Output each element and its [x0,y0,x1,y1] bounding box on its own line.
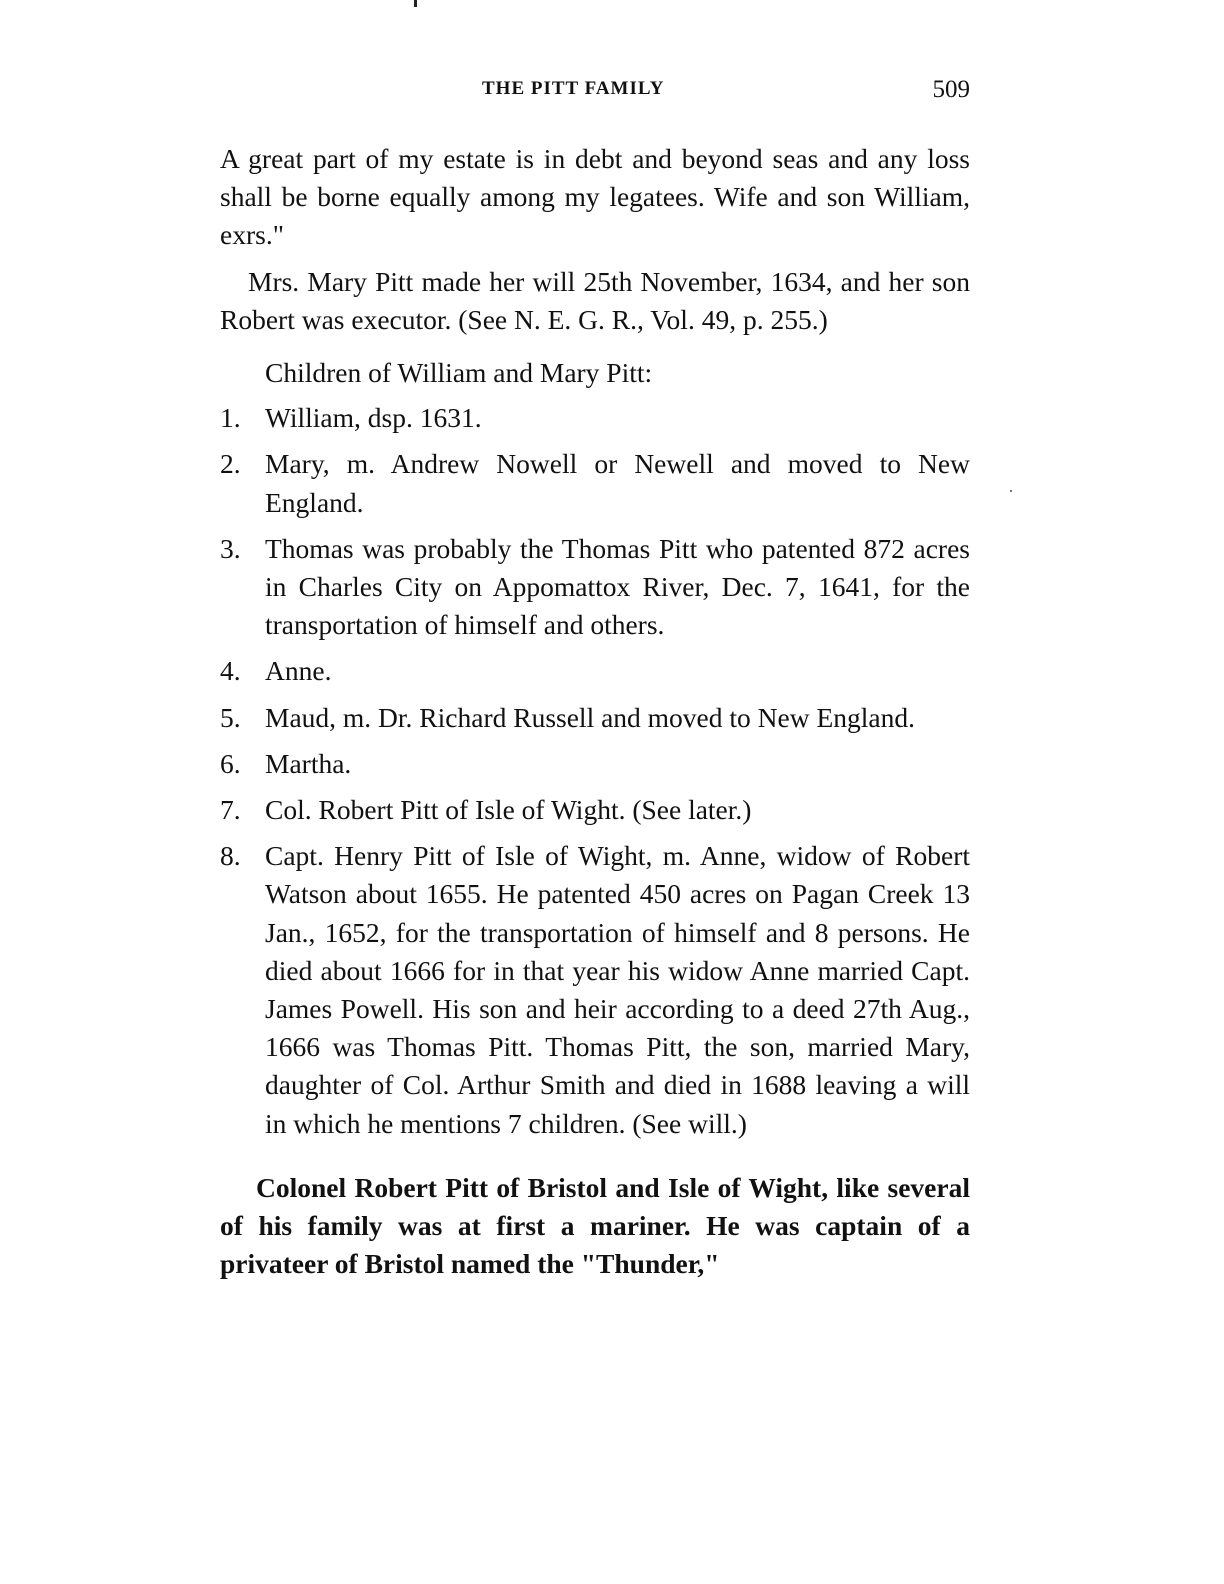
page-number: 509 [932,76,970,103]
list-item [220,699,970,737]
list-item-number: 3. [220,532,241,564]
list-item-text: Thomas was probably the Thomas Pitt who patented 872 acres in Charles City on Appomattox River, Dec. 7, 1641, for the transportation of himself and others. [265,532,970,641]
list-item-number: 7. [220,794,241,826]
list-item-number: 1. [220,402,241,434]
list-item-text: William, dsp. 1631. [265,402,482,434]
list-item [220,837,970,1143]
children-heading: Children of William and Mary Pitt: [265,357,653,389]
list-item-text: Mary, m. Andrew Nowell or Newell and moved to New England. [265,448,970,518]
page-header [220,76,970,108]
list-item-number: 2. [220,448,241,480]
list-item [220,530,970,645]
list-item-number: 4. [220,655,241,687]
children-list [220,399,970,1143]
list-item [220,399,970,437]
list-item-text: Anne. [265,655,332,687]
list-item-number: 5. [220,701,241,733]
list-item-text: Martha. [265,747,352,779]
list-item [220,745,970,783]
list-item-number: 6. [220,747,241,779]
list-item [220,445,970,521]
paragraph-will-excerpt: A great part of my estate is in debt and beyond seas and any loss shall be borne equally among my legatees. Wife and son William, exrs." [220,143,970,251]
list-item-number: 8. [220,840,241,872]
paragraph-colonel-robert-pitt: Colonel Robert Pitt of Bristol and Isle of Wight, like several of his family was at first a mariner. He was captain of a privateer of Bristol named the "Thunder," [220,1171,970,1280]
running-title: THE PITT FAMILY [482,78,665,99]
ink-speck [414,0,417,7]
list-item [220,791,970,829]
ink-speck [1010,490,1012,492]
list-item [220,652,970,690]
list-item-text: Capt. Henry Pitt of Isle of Wight, m. Anne, widow of Robert Watson about 1655. He patented 450 acres on Pagan Creek 13 Jan., 1652, for the transportation of himself and 8 persons. He died about 1666 for in that year his widow Anne married Capt. James Powell. His son and heir according to a deed 27th Aug., 1666 was Thomas Pitt. Thomas Pitt, the son, married Mary, daughter of Col. Arthur Smith and died in 1688 leaving a will in which he mentions 7 children. (See will.) [265,840,970,1139]
paragraph-mary-pitt-will: Mrs. Mary Pitt made her will 25th November, 1634, and her son Robert was executor. (See N. E. G. R., Vol. 49, p. 255.) [220,265,970,335]
list-item-text: Col. Robert Pitt of Isle of Wight. (See later.) [265,794,752,826]
page-body [220,140,970,1283]
list-item-text: Maud, m. Dr. Richard Russell and moved to New England. [265,701,915,733]
